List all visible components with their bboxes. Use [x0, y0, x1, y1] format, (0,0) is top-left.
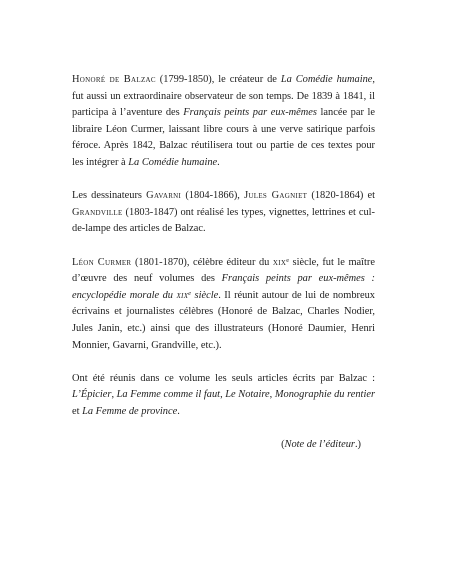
article-title: Monographie du rentier — [274, 389, 375, 401]
author-name: Honoré de Balzac — [72, 74, 156, 85]
text: , — [220, 389, 226, 401]
text: , — [111, 389, 117, 401]
text: (1803-1847) ont réalisé les types, vignettes, lettrines et cul-de-lampe des articles de Balzac. — [72, 206, 375, 235]
text: .) — [354, 439, 361, 451]
text: (1801-1870), célèbre éditeur du — [131, 256, 273, 268]
superscript: e — [188, 289, 192, 297]
note-label: Note de l’éditeur — [284, 439, 355, 451]
paragraph-contents — [72, 371, 375, 421]
text: . — [217, 156, 220, 168]
paragraph-illustrators — [72, 188, 375, 238]
text: lancée par le libraire Léon Curmer, laissant libre cours à une verve satirique parfois féroce. Après 1842, Balzac réutilisera tout ou partie de ces textes pour les intégrer à — [72, 107, 375, 168]
paragraph-curmer — [72, 255, 375, 355]
text: , fut aussi un extraordinaire observateur de son temps. De 1839 à 1841, il participa à l’aventure des — [72, 74, 375, 119]
illustrator-name: Jules Gagniet — [244, 190, 308, 202]
text: Les dessinateurs — [72, 190, 147, 202]
work-title: La Comédie humaine — [128, 156, 218, 168]
text: Ont été réunis dans ce volume les seuls articles écrits par Balzac : — [72, 372, 375, 384]
text: siècle — [191, 289, 219, 301]
text: et — [72, 405, 83, 417]
illustrator-name: Gavarni — [146, 190, 182, 202]
illustrator-name: Grandville — [72, 206, 123, 218]
text: siècle, fut le maître d’œuvre des neuf volumes des — [72, 256, 375, 285]
article-title: La Femme de province — [82, 405, 178, 417]
editor-note-signature — [72, 437, 375, 454]
text: Français peints par eux-mêmes : encyclopédie morale du — [72, 273, 375, 301]
article-title: Le Notaire — [225, 389, 270, 401]
article-title: L’Épicier — [72, 389, 112, 401]
text: (1820-1864) et — [307, 190, 376, 202]
text: . — [177, 405, 180, 417]
text: (1804-1866), — [181, 190, 245, 202]
work-title: Français peints par eux-mêmes — [183, 107, 317, 119]
superscript: e — [286, 256, 289, 264]
editor-note-body — [72, 72, 375, 470]
century: xix — [176, 289, 189, 301]
text: , — [269, 389, 275, 401]
work-title: La Comédie humaine — [280, 74, 373, 85]
century: xix — [272, 256, 287, 268]
text: ( — [281, 439, 285, 451]
text: (1799-1850), le créateur de — [155, 74, 281, 85]
article-title: La Femme comme il faut — [116, 389, 221, 401]
publisher-name: Léon Curmer — [72, 256, 132, 268]
text: . Il réunit autour de lui de nombreux écrivains et journalistes célèbres (Honoré de Balzac, Charles Nodier, Jules Janin, etc.) ainsi que des illustrateurs (Honoré Daumier, Henri Monnier, Gavarni, Grandville, etc.). — [72, 289, 375, 351]
paragraph-balzac — [72, 72, 375, 172]
